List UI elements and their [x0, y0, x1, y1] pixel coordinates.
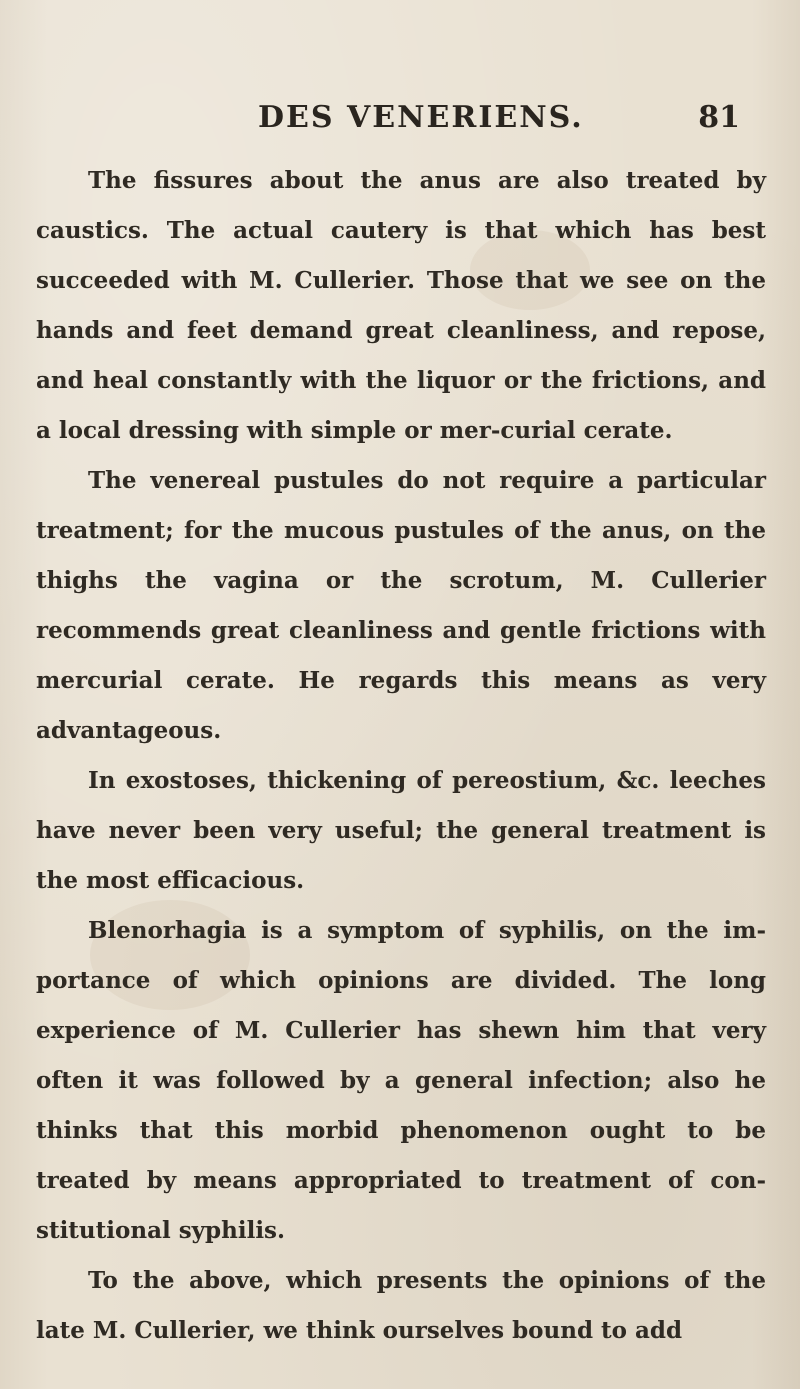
- paragraph-blenorhagia: Blenorhagia is a symptom of syphilis, on the im-portance of which opinions are divided. The long experience of M. Cullerier has shewn him that very often it was followed by a general infection; also he thinks that this morbid phenomenon ought to be treated by means appropriated to treatment of con-stitutional syphilis.: [36, 917, 766, 1244]
- page-number: 81: [698, 100, 740, 135]
- running-title: DES VENERIENS.: [258, 100, 584, 135]
- paragraph-pustules: The venereal pustules do not require a particular treatment; for the mucous pustules of the anus, on the thighs the vagina or the scrotum, M. Cullerier recommends great cleanliness and gentle frictions with mercurial cerate. He regards this means as very advantageous.: [36, 467, 766, 744]
- running-head: [258, 100, 740, 140]
- paragraph-fissures: The fissures about the anus are also treated by caustics. The actual cautery is that which has best succeeded with M. Cullerier. Those that we see on the hands and feet demand great cleanliness, and repose, and heal constantly with the liquor or the frictions, and a local dressing with simple or mer-curial cerate.: [36, 167, 766, 444]
- body-text: [36, 156, 766, 1356]
- paragraph-closing: To the above, which presents the opinions of the late M. Cullerier, we think ourselves bound to add: [36, 1267, 766, 1344]
- paragraph-exostoses: In exostoses, thickening of pereostium, &c. leeches have never been very useful; the general treatment is the most efficacious.: [36, 767, 766, 894]
